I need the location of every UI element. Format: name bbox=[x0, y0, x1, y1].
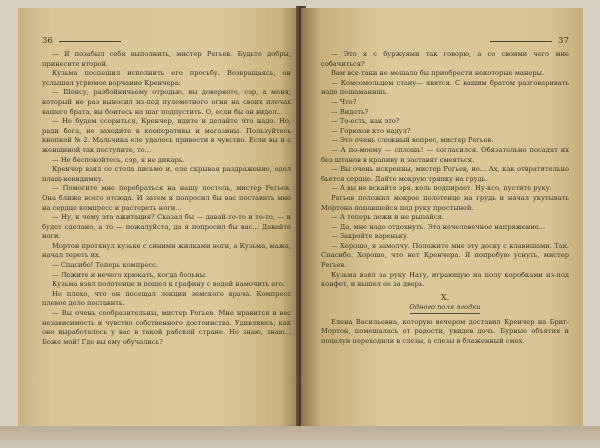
paragraph: Кренчер взял со стола письмо и, еле скрывая раздражение, одел плащ-невидимку. bbox=[42, 165, 291, 183]
paragraph: — А теперь лежи и не рыпайся. bbox=[331, 213, 444, 222]
left-page-number: 36 bbox=[42, 36, 53, 46]
paragraph: — А по-моему — сплошь! — согласился. Обязательно посадят их без штанов в крапиву и заставят смеяться. bbox=[321, 145, 569, 164]
header-rule bbox=[490, 41, 552, 42]
paragraph: — Помогите мне перебраться на нашу постель, мистер Регьев. Она ближе всего отсюда. И затем я попросил бы вас поставить мне на сердце компресс и растереть ноги... bbox=[42, 184, 291, 212]
header-rule bbox=[59, 41, 121, 42]
paragraph: — Вы очень сообразительны, мистер Регьев. Мне нравится в вас независимость и чувство собственного достоинства. Удивляюсь, как оно выработалось у вас в такой рабской стране. Но знаю, знаю... Боже мой! Где вы ему обучались? bbox=[42, 309, 291, 346]
left-page-header bbox=[42, 36, 291, 46]
right-page-header bbox=[321, 36, 569, 46]
paragraph: — Ну, к чему эта ажитация? Сказал бы — давай-то-то и то-то, — и будет сделано, а то — пожалуйста, да я попросил бы вас... Давайте ноги. bbox=[42, 213, 291, 241]
paragraph: — Это очень сложный вопрос, мистер Регьев. bbox=[331, 136, 494, 145]
paragraph: Мортон протянул кузьке с синими жилками ноги, а Кузьма, мажа, начал тереть их. bbox=[42, 241, 291, 260]
right-page-number: 37 bbox=[558, 36, 569, 46]
paragraph: — Вы очень искренны, мистер Регьев, но... Ах, как отвратительно бьется сердце. Дайте мокрую тряпку на грудь. bbox=[321, 165, 569, 183]
chapter-number: X. bbox=[440, 292, 450, 302]
paragraph: — Не будем ссориться, Кренчер, идите и делайте что надо. Но, ради бога, не заходите в кооперативы и магазины. Пользуйтесь кнопкой № 2. Мальчика еле удалось привести в чувство. Если вы и с женщиной так поступите, то... bbox=[42, 117, 291, 154]
paragraph: — Спасибо! Теперь компресс. bbox=[52, 261, 159, 270]
right-page-text-after bbox=[321, 318, 569, 347]
paragraph: — Шенсу, разбойничьему отродью, вы доверяете, сэр, а меня, который не раз выносил из-под пулеметного огня на своих плечах вашего брата, вы боитесь на шаг подпустить. О, если бы он видел... bbox=[42, 88, 291, 116]
paragraph: — Да, мне надо отдохнуть. Это нечеловечное напряжение... bbox=[331, 222, 546, 231]
paragraph: — Закройте вареньку. bbox=[331, 232, 410, 241]
paragraph: — То-есть, как это? bbox=[331, 117, 400, 126]
paragraph: — Комсомольцем стану— явятся. С вашим братом разговаривать надо пошаманишь. bbox=[321, 78, 569, 97]
left-page bbox=[18, 8, 301, 426]
chapter-subtitle: Одного поля ягодки bbox=[409, 302, 481, 311]
subtitle-rule bbox=[410, 313, 480, 314]
left-page-text bbox=[42, 50, 291, 347]
paragraph: Елена Васильевна, которую вечером доставил Кренчер на Бриг-Мортон, помешалась от радости, увидев дочь. Бурные объятия и поцелуи переходили в слезы, а слезы в блаженный смех. bbox=[321, 317, 569, 346]
scan-background bbox=[0, 426, 600, 448]
paragraph: — Хорошо, я замолчу. Положите мне эту доску с клавишами. Так. Спасибо. Хорошо, что нет Кренчера. Я попробую уснуть, мистер Регьев. bbox=[321, 241, 569, 270]
paragraph: — Не беспокойтесь, сэр, я не дикарь. bbox=[52, 155, 185, 164]
right-page bbox=[301, 8, 583, 426]
paragraph: — А вы не вскайте зря, коль подпирает. Ну-ксо, пустите руку. bbox=[331, 184, 552, 193]
paragraph: Регьев положил мокрое полотенце на грудь и начал укутывать Мортона попавшейся под руку простыней. bbox=[321, 193, 569, 212]
paragraph: — Я позабыл себя выполнить, мистер Регьев. Будьте добры, принесите второй. bbox=[42, 50, 291, 68]
paragraph: Кузьма взял полотенце и пошел к графину с водой намочить его. bbox=[52, 280, 285, 289]
paragraph: — Видеть? bbox=[331, 107, 369, 116]
paragraph: Не плохо, что он посещал лекции земского врача. Компресс плевое дело поставить. bbox=[42, 289, 291, 308]
paragraph: Кузьма взял за руку Нату, играющую на полу коробками из-под конфет, и вышел ее за дверь. bbox=[321, 270, 569, 289]
paragraph: Кузьма поспешил исполнить его просьбу. Возвращаясь, он услышал угрюмое ворчание Кренчера: bbox=[42, 69, 291, 87]
paragraph: — Что? bbox=[331, 97, 357, 106]
paragraph: Вам все-таки не мешало бы приобрести некоторые манеры. bbox=[331, 69, 545, 78]
paragraph: — Это я с буржуями так говорю, а со своими чего мне собачиться? bbox=[321, 50, 569, 68]
paragraph: — Горюхов кто надул? bbox=[331, 126, 411, 135]
paragraph: — Лежите и нечего хрюкать, когда больны. bbox=[52, 270, 208, 279]
right-page-text bbox=[321, 50, 569, 290]
